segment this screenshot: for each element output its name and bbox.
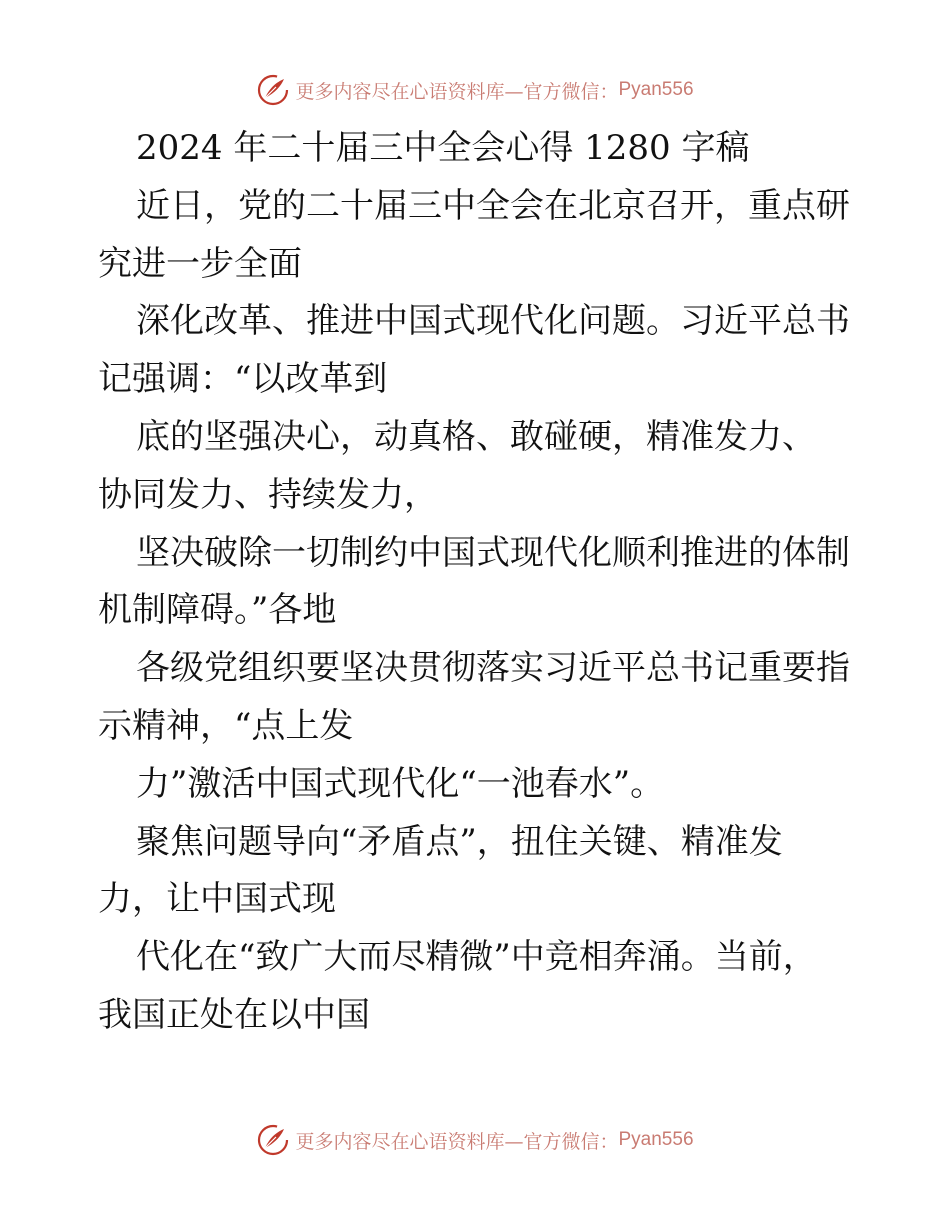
text-line: 底的坚强决心，动真格、敢碰硬，精准发力、 xyxy=(136,416,816,457)
watermark-wechat-id: Pyan556 xyxy=(618,1129,694,1150)
text-line: 究进一步全面 xyxy=(98,243,302,284)
text-line: 各级党组织要坚决贯彻落实习近平总书记重要指 xyxy=(136,648,850,689)
feather-pen-logo-icon xyxy=(256,1123,290,1157)
feather-pen-logo-icon xyxy=(256,73,290,107)
text-line: 深化改革、推进中国式现代化问题。习近平总书 xyxy=(136,301,850,342)
watermark-wechat-id: Pyan556 xyxy=(618,79,694,100)
text-line: 代化在“致广大而尽精微”中竞相奔涌。当前， xyxy=(136,937,817,978)
watermark-text: 更多内容尽在心语资料库—官方微信： xyxy=(295,80,619,103)
watermark-text: 更多内容尽在心语资料库—官方微信： xyxy=(295,1130,619,1153)
text-line: 力”激活中国式现代化“一池春水”。 xyxy=(136,763,665,804)
text-line: 记强调：“以改革到 xyxy=(98,359,388,400)
text-line: 机制障碍。”各地 xyxy=(98,590,337,631)
document-body xyxy=(98,120,858,1045)
watermark-footer xyxy=(0,1118,950,1162)
text-line: 聚焦问题导向“矛盾点”，扭住关键、精准发 xyxy=(136,821,783,862)
text-line: 协同发力、持续发力， xyxy=(98,474,438,515)
document-title: 2024 年二十届三中全会心得 1280 字稿 xyxy=(136,128,750,168)
text-line: 坚决破除一切制约中国式现代化顺利推进的体制 xyxy=(136,532,850,573)
text-line: 示精神，“点上发 xyxy=(98,705,354,746)
text-line: 近日，党的二十届三中全会在北京召开，重点研 xyxy=(136,185,850,226)
text-line: 力，让中国式现 xyxy=(98,879,336,920)
watermark-header xyxy=(0,68,950,112)
text-line: 我国正处在以中国 xyxy=(98,994,370,1035)
